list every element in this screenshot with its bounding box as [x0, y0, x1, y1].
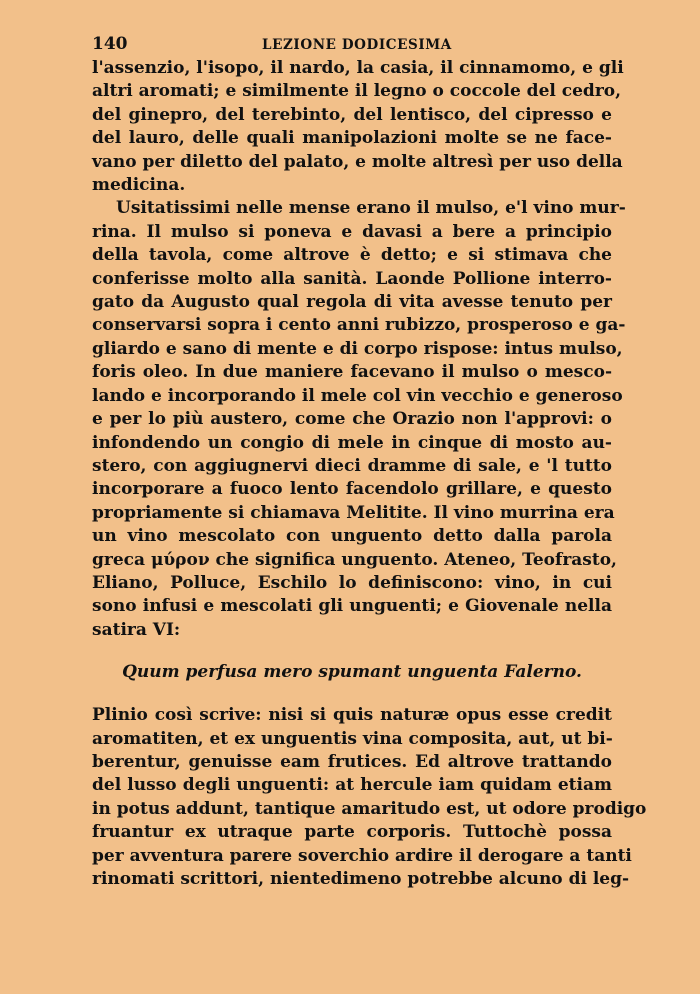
- page-header: [92, 34, 612, 55]
- text-line: berentur, genuisse eam frutices. Ed altrove trattando: [92, 751, 612, 772]
- text-line: del ginepro, del terebinto, del lentisco, del cipresso e: [92, 104, 612, 125]
- text-line: un vino mescolato con unguento detto dalla parola: [92, 526, 612, 547]
- text-line: foris oleo. In due maniere facevano il mulso o mesco-: [92, 362, 612, 383]
- text-line: medicina.: [92, 175, 186, 196]
- text-line: in potus addunt, tantique amaritudo est, ut odore prodigo: [92, 798, 647, 819]
- text-line: e per lo più austero, come che Orazio non l'approvi: o: [92, 409, 612, 430]
- text-line: Plinio così scrive: nisi si quis naturæ opus esse credit: [92, 705, 612, 726]
- paragraph-3: [92, 704, 647, 891]
- text-line: stero, con aggiugnervi dieci dramme di sale, e 'l tutto: [92, 455, 612, 476]
- text-line: Usitatissimi nelle mense erano il mulso, e'l vino mur-: [116, 198, 626, 219]
- text-line: del lusso degli unguenti: at hercule iam quidam etiam: [92, 775, 612, 796]
- text-line: incorporare a fuoco lento facendolo grillare, e questo: [92, 479, 612, 500]
- text-line: l'assenzio, l'isopo, il nardo, la casia, il cinnamomo, e gli: [92, 58, 624, 78]
- text-line: aromatiten, et ex unguentis vina composita, aut, ut bi-: [92, 728, 613, 749]
- text-line: vano per diletto del palato, e molte altresì per uso della: [92, 151, 623, 172]
- text-line: infondendo un congio di mele in cinque di mosto au-: [92, 432, 612, 453]
- paragraph-1: [92, 57, 624, 197]
- text-line: satira VI:: [92, 619, 181, 640]
- text-line: fruantur ex utraque parte corporis. Tuttochè possa: [92, 822, 612, 843]
- text-line: rina. Il mulso si poneva e davasi a bere a principio: [92, 221, 612, 242]
- text-line: altri aromati; e similmente il legno o coccole del cedro,: [92, 81, 622, 102]
- text-line: conferisse molto alla sanità. Laonde Pollione interro-: [92, 268, 612, 289]
- text-line: lando e incorporando il mele col vin vecchio e generoso: [92, 385, 623, 406]
- paragraph-2: [92, 197, 626, 642]
- text-line: gliardo e sano di mente e di corpo rispose: intus mulso,: [92, 338, 623, 359]
- text-line: della tavola, come altrove è detto; e si stimava che: [92, 245, 612, 266]
- text-line: rinomati scrittori, nientedimeno potrebbe alcuno di leg-: [92, 869, 630, 889]
- page-number: 140: [92, 34, 128, 54]
- text-line: per avventura parere soverchio ardire il derogare a tanti: [92, 845, 632, 866]
- text-line: Eliano, Polluce, Eschilo lo definiscono: vino, in cui: [92, 572, 612, 593]
- text-line: propriamente si chiamava Melitite. Il vino murrina era: [92, 502, 615, 523]
- text-line: conservarsi sopra i cento anni rubizzo, prosperoso e ga-: [92, 315, 626, 336]
- text-line: sono infusi e mescolati gli unguenti; e Giovenale nella: [92, 596, 612, 617]
- text-line: gato da Augusto qual regola di vita avesse tenuto per: [92, 292, 612, 313]
- quoted-verse: Quum perfusa mero spumant unguenta Falerno.: [122, 662, 582, 683]
- running-head: LEZIONE DODICESIMA: [262, 37, 452, 53]
- text-line: greca μύρον che significa unguento. Ateneo, Teofrasto,: [92, 549, 617, 570]
- text-line: del lauro, delle quali manipolazioni molte se ne face-: [92, 128, 612, 149]
